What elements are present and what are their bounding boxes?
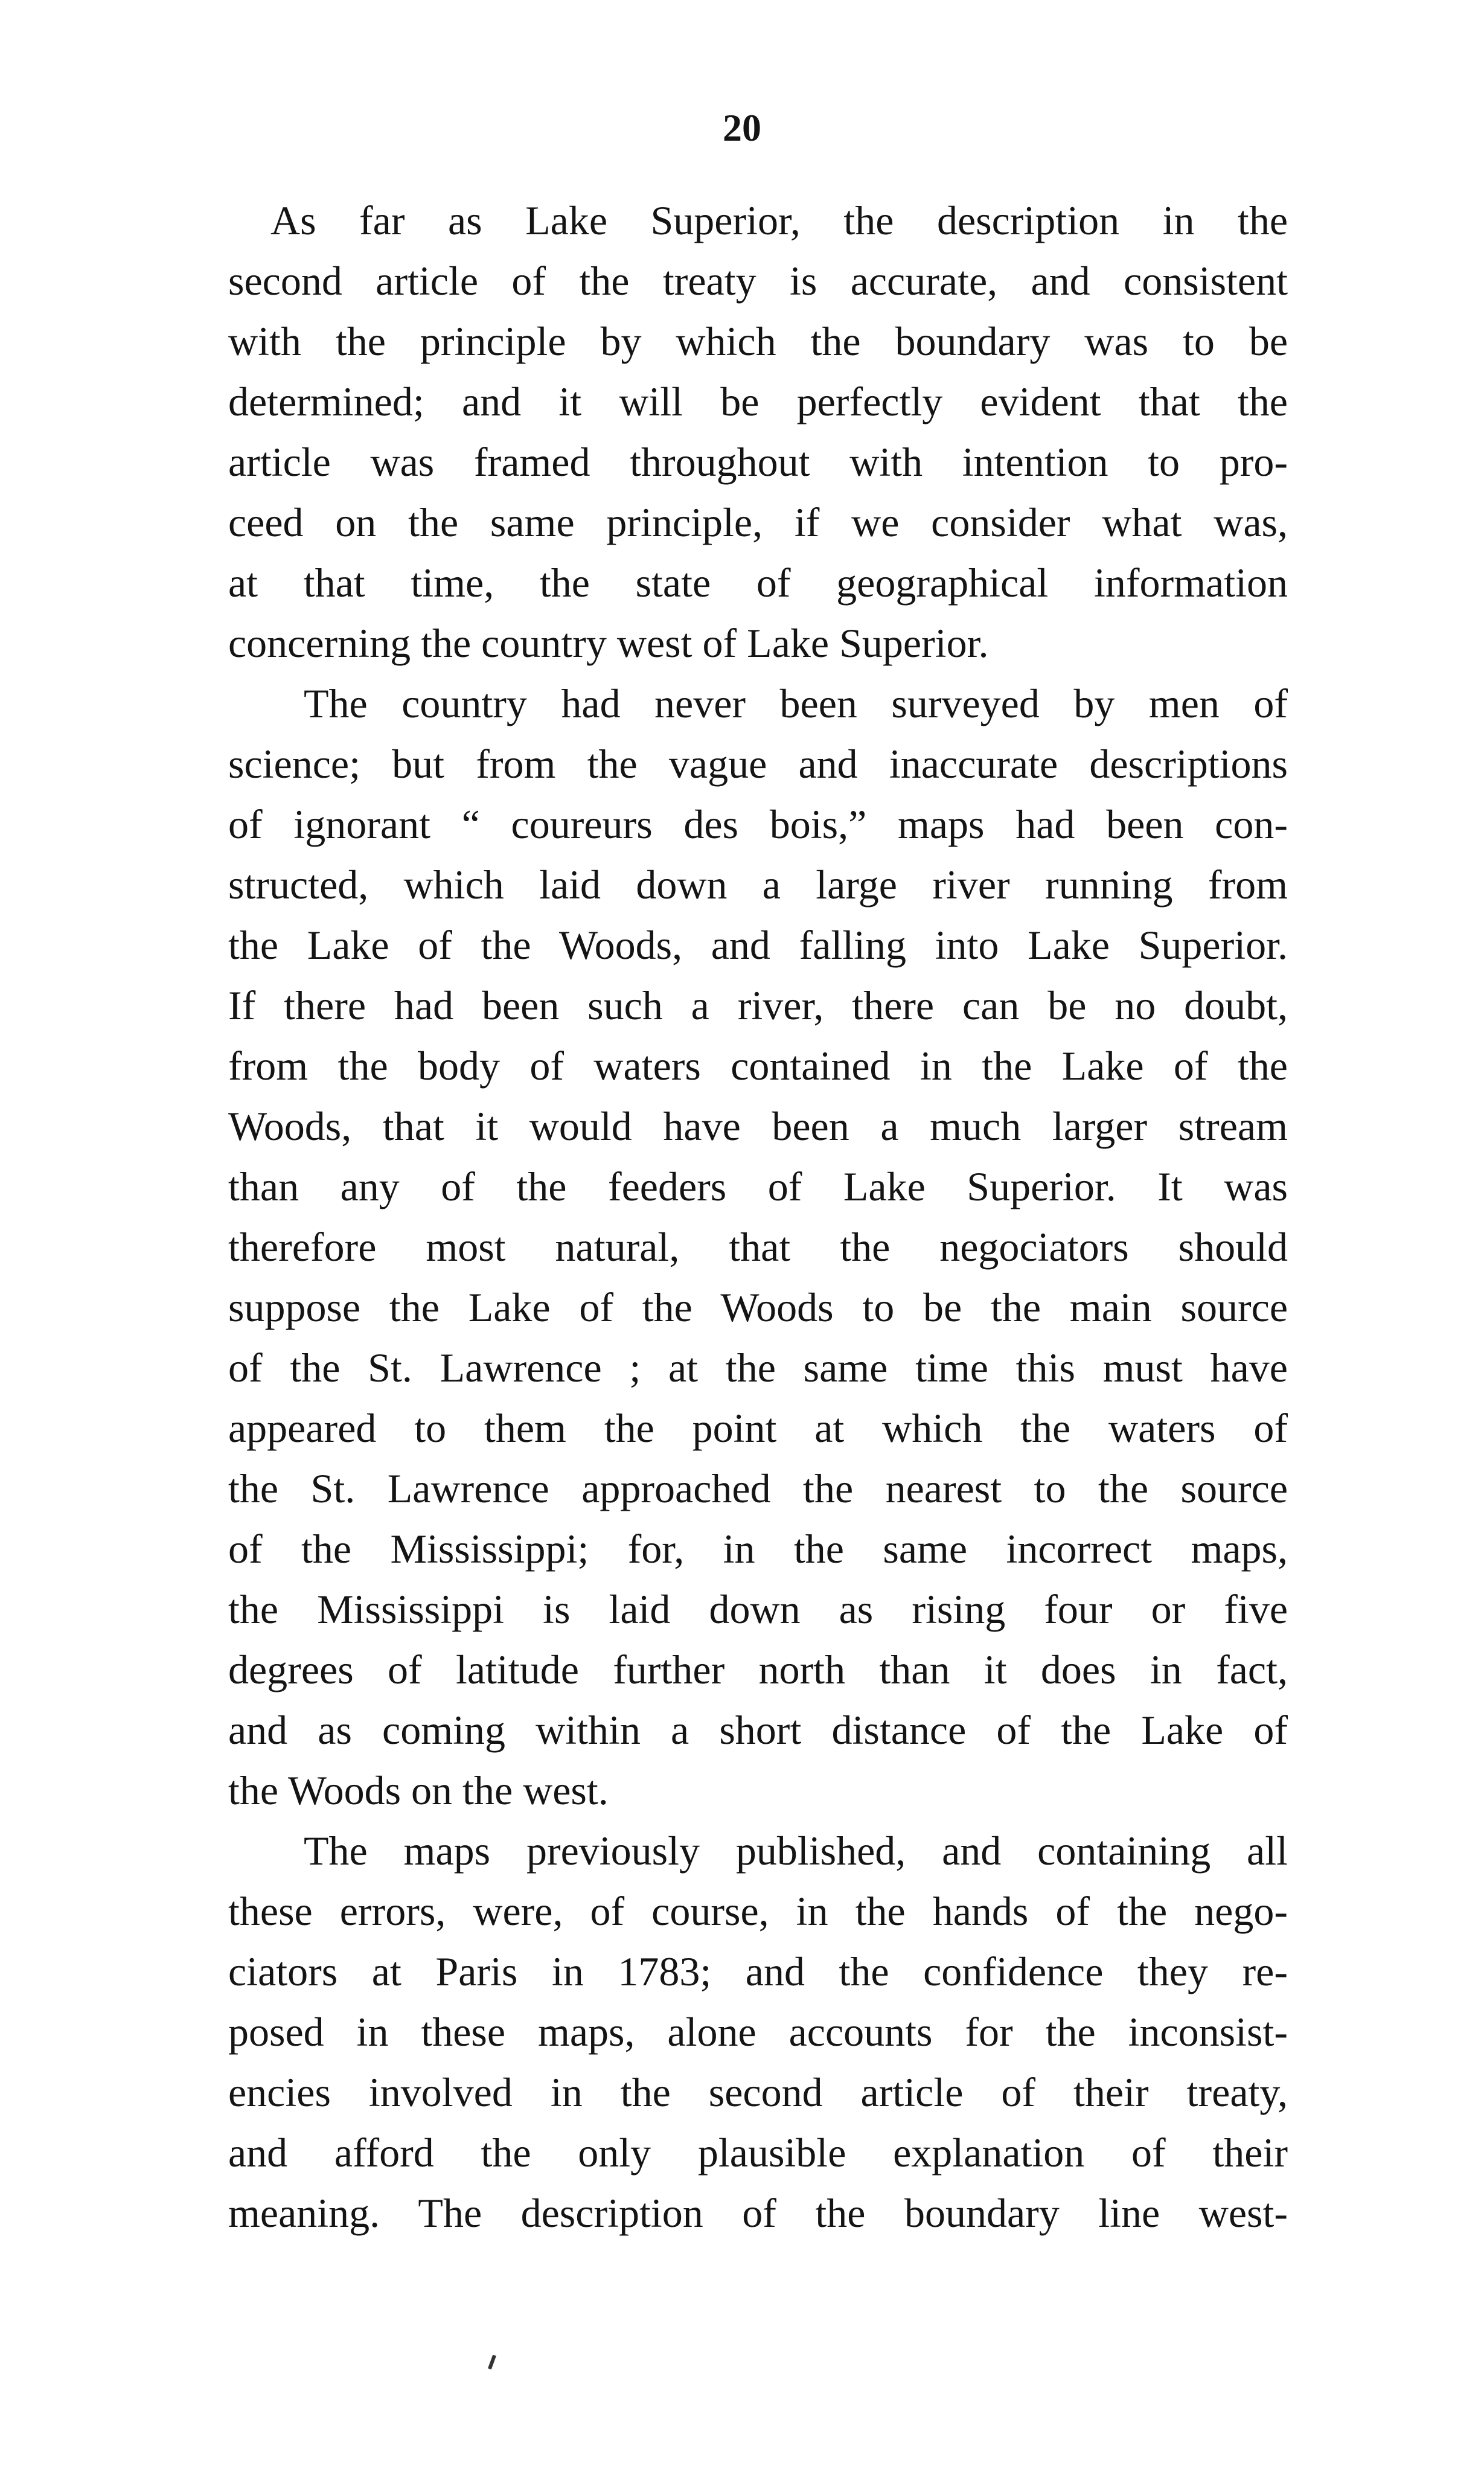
text-line: these errors, were, of course, in the hands of the nego- bbox=[228, 1888, 1288, 1934]
text-line: As far as Lake Superior, the description in the bbox=[270, 197, 1288, 243]
text-line: article was framed throughout with intention to pro- bbox=[228, 439, 1288, 485]
text-line: and afford the only plausible explanation of their bbox=[228, 2130, 1288, 2176]
text-line: science; but from the vague and inaccurate descriptions bbox=[228, 741, 1288, 787]
text-line: at that time, the state of geographical information bbox=[228, 560, 1288, 606]
print-speck bbox=[488, 2355, 496, 2370]
text-line: appeared to them the point at which the waters of bbox=[228, 1405, 1288, 1451]
text-line: of the St. Lawrence ; at the same time this must have bbox=[228, 1345, 1288, 1391]
text-line: ceed on the same principle, if we consider what was, bbox=[228, 499, 1288, 545]
text-line: of the Mississippi; for, in the same incorrect maps, bbox=[228, 1526, 1288, 1572]
text-line: determined; and it will be perfectly evident that the bbox=[228, 379, 1288, 424]
text-line: second article of the treaty is accurate, and consistent bbox=[228, 258, 1288, 304]
text-line: therefore most natural, that the negociators should bbox=[228, 1224, 1288, 1270]
page-number: 20 bbox=[723, 106, 761, 149]
text-line: than any of the feeders of Lake Superior. It was bbox=[228, 1164, 1288, 1209]
text-line: suppose the Lake of the Woods to be the main source bbox=[228, 1284, 1288, 1330]
body-text bbox=[228, 190, 1288, 2243]
text-line: degrees of latitude further north than it does in fact, bbox=[228, 1647, 1288, 1692]
text-line: with the principle by which the boundary was to be bbox=[228, 318, 1288, 364]
text-line: the St. Lawrence approached the nearest to the source bbox=[228, 1465, 1288, 1511]
text-line: the Lake of the Woods, and falling into Lake Superior. bbox=[228, 922, 1288, 968]
text-line: encies involved in the second article of their treaty, bbox=[228, 2069, 1288, 2115]
text-line: the Woods on the west. bbox=[228, 1767, 609, 1813]
text-line: the Mississippi is laid down as rising four or five bbox=[228, 1586, 1288, 1632]
text-line: structed, which laid down a large river running from bbox=[228, 862, 1288, 908]
text-line: from the body of waters contained in the Lake of the bbox=[228, 1043, 1288, 1089]
text-line: concerning the country west of Lake Superior. bbox=[228, 620, 989, 666]
text-line: Woods, that it would have been a much larger stream bbox=[228, 1103, 1288, 1149]
text-line: posed in these maps, alone accounts for the inconsist- bbox=[228, 2009, 1288, 2055]
text-line: The maps previously published, and containing all bbox=[304, 1828, 1288, 1874]
text-line: ciators at Paris in 1783; and the confidence they re- bbox=[228, 1948, 1288, 1994]
text-line: The country had never been surveyed by men of bbox=[304, 680, 1288, 726]
text-line: and as coming within a short distance of the Lake of bbox=[228, 1707, 1288, 1753]
text-line: of ignorant “ coureurs des bois,” maps had been con- bbox=[228, 801, 1288, 847]
text-line: meaning. The description of the boundary line west- bbox=[228, 2190, 1288, 2236]
text-line: If there had been such a river, there can be no doubt, bbox=[228, 982, 1288, 1028]
